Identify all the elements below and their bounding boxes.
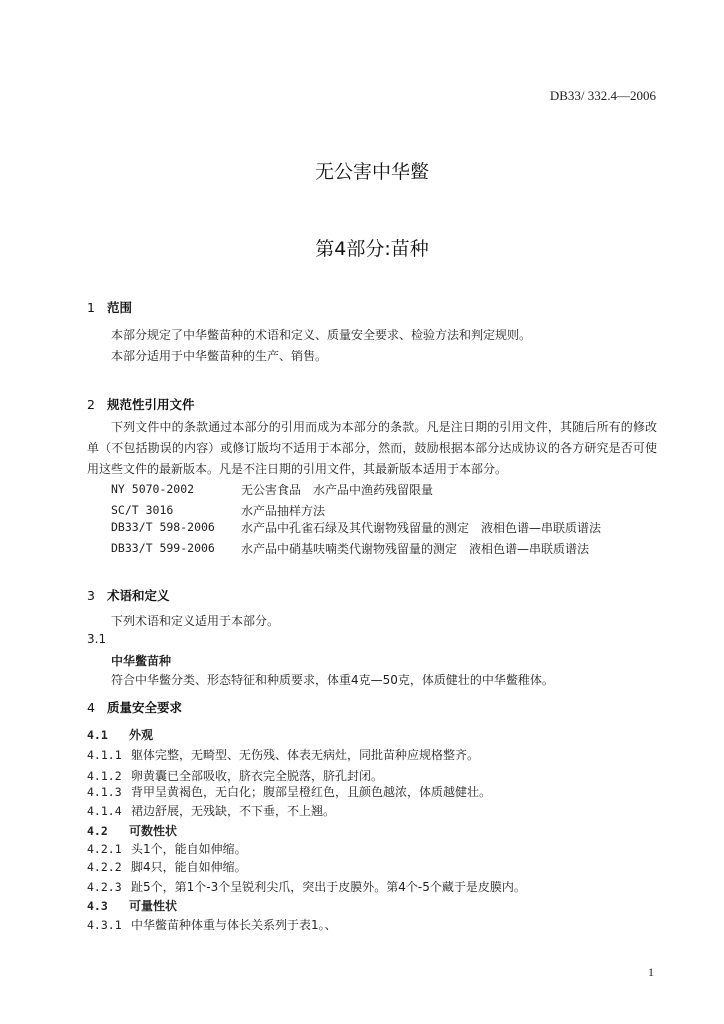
reference-code: SC/T 3016 — [111, 503, 174, 517]
clause-text: 卵黄囊已全部吸收，脐衣完全脱落，脐孔封闭。 — [131, 769, 384, 783]
section-number: 3 — [87, 588, 95, 603]
clause — [87, 802, 335, 819]
section-number: 2 — [87, 397, 95, 412]
clause-number: 4.2.1 — [87, 842, 122, 856]
part-title: 第4部分:苗种 — [315, 238, 429, 260]
reference-code: DB33/T 598-2006 — [111, 520, 215, 534]
reference-title: 水产品中孔雀石绿及其代谢物残留量的测定 液相色谱—串联质谱法 — [241, 521, 602, 535]
clause — [87, 916, 337, 933]
reference-title: 水产品中硝基呋喃类代谢物残留量的测定 液相色谱—串联质谱法 — [241, 542, 590, 556]
section-title: 术语和定义 — [107, 588, 170, 603]
section-number: 4 — [87, 700, 95, 715]
section-2-paragraph: 下列文件中的条款通过本部分的引用而成为本部分的条款。凡是注日期的引用文件，其随后所有的修改单（不包括勘误的内容）或修订版均不适用于本部分，然而，鼓励根据本部分达成协议的各方研究是否可使用这些文件的最新版本。凡是不注日期的引用文件，其最新版本适用于本部分。 — [87, 420, 657, 476]
reference-title: 水产品抽样方法 — [241, 504, 326, 518]
section-4-heading — [87, 698, 182, 716]
section-title: 范围 — [107, 300, 133, 315]
standard-number: DB33/ 332.4—2006 — [549, 88, 656, 103]
section-number: 1 — [87, 300, 95, 315]
clause-text: 躯体完整，无畸型、无伤残、体表无病灶，同批苗种应规格整齐。 — [131, 748, 480, 762]
subsection-number: 3.1 — [87, 632, 107, 646]
clause-heading — [87, 726, 153, 743]
clause-text: 外观 — [129, 728, 154, 742]
section-1-line-1: 本部分规定了中华鳖苗种的术语和定义、质量安全要求、检验方法和判定规则。 — [111, 328, 532, 342]
clause — [87, 783, 491, 800]
clause-number: 4.1.1 — [87, 748, 122, 762]
section-3-heading — [87, 586, 170, 604]
reference-code: DB33/T 599-2006 — [111, 541, 215, 555]
clause-number: 4.2.3 — [87, 880, 122, 894]
clause-text: 可数性状 — [129, 824, 178, 838]
document-title: 无公害中华鳖 — [314, 161, 429, 183]
clause-number: 4.3 — [87, 899, 108, 913]
clause-text: 裙边舒展，无残缺，不下垂，不上翘。 — [131, 804, 336, 818]
clause-text: 趾5个，第1个-3个呈锐利尖爪，突出于皮膜外。第4个-5个藏于是皮膜内。 — [131, 880, 526, 894]
clause-number: 4.1 — [87, 728, 108, 742]
clause-number: 4.1.2 — [87, 769, 122, 783]
section-1-line-2: 本部分适用于中华鳖苗种的生产、销售。 — [111, 349, 328, 363]
clause-number: 4.3.1 — [87, 918, 122, 932]
clause-number: 4.2.2 — [87, 860, 122, 874]
clause — [87, 767, 383, 784]
clause — [87, 840, 247, 857]
clause-text: 脚4只，能自如伸缩。 — [131, 860, 247, 874]
section-1-heading — [87, 298, 132, 316]
term-name: 中华鳖苗种 — [111, 654, 172, 668]
clause-number: 4.1.3 — [87, 785, 122, 799]
clause-text: 头1个，能自如伸缩。 — [131, 842, 247, 856]
term-definition: 符合中华鳖分类、形态特征和种质要求，体重4克—50克，体质健壮的中华鳖稚体。 — [111, 673, 554, 687]
clause-text: 中华鳖苗种体重与体长关系列于表1。、 — [131, 918, 337, 932]
section-title: 质量安全要求 — [107, 700, 183, 715]
page-number: 1 — [648, 965, 654, 979]
clause — [87, 746, 479, 763]
clause-number: 4.1.4 — [87, 804, 122, 818]
clause-text: 可量性状 — [129, 899, 178, 913]
clause — [87, 878, 526, 895]
clause — [87, 858, 247, 875]
clause-heading — [87, 822, 177, 839]
reference-code: NY 5070-2002 — [111, 482, 195, 496]
reference-title: 无公害食品 水产品中渔药残留限量 — [241, 483, 434, 497]
section-title: 规范性引用文件 — [107, 397, 195, 412]
clause-text: 背甲呈黄褐色，无白化；腹部呈橙红色，且颜色越浓，体质越健壮。 — [131, 785, 492, 799]
clause-number: 4.2 — [87, 824, 108, 838]
clause-heading — [87, 897, 177, 914]
section-3-intro: 下列术语和定义适用于本部分。 — [111, 614, 280, 628]
section-2-heading — [87, 395, 195, 413]
